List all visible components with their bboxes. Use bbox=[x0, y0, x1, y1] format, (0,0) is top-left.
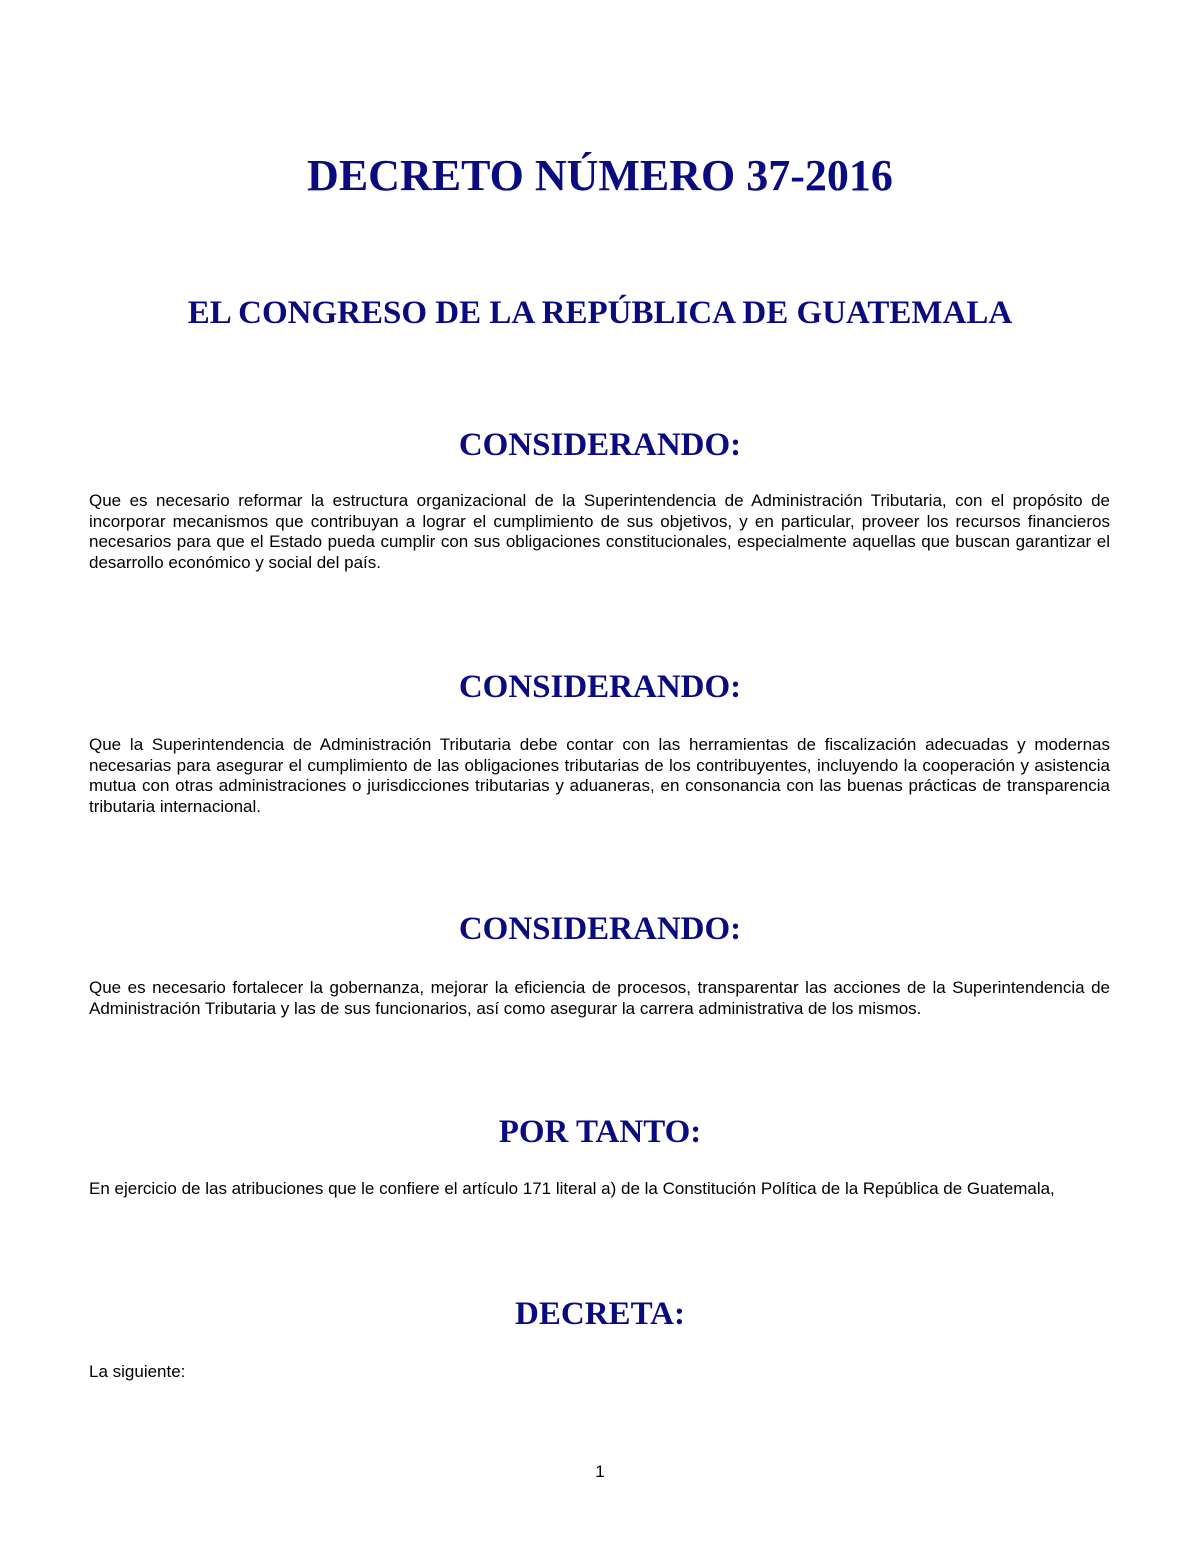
decreta-heading: DECRETA: bbox=[515, 1296, 685, 1332]
decree-title: DECRETO NÚMERO 37-2016 bbox=[307, 151, 893, 200]
por-tanto-paragraph: En ejercicio de las atribuciones que le confiere el artículo 171 literal a) de la Constitución Política de la República de Guatemala, bbox=[89, 1179, 1055, 1198]
issuing-body-heading: EL CONGRESO DE LA REPÚBLICA DE GUATEMALA bbox=[187, 295, 1013, 331]
considerando-paragraph-2: Que la Superintendencia de Administración Tributaria debe contar con las herramientas de fiscalización adecuadas y modernas necesarias para asegurar el cumplimiento de las obligaciones tributarias de los contribuyentes, incluyendo la cooperación y asistencia mutua con otras administraciones o jurisdicciones tributarias y aduaneras, en consonancia con las buenas prácticas de transparencia tributaria internacional. bbox=[89, 735, 1110, 816]
decreta-paragraph: La siguiente: bbox=[89, 1362, 186, 1381]
por-tanto-heading: POR TANTO: bbox=[498, 1114, 702, 1150]
considerando-paragraph-1: Que es necesario reformar la estructura organizacional de la Superintendencia de Administración Tributaria, con el propósito de incorporar mecanismos que contribuyan a lograr el cumplimiento de sus objetivos, y en particular, proveer los recursos financieros necesarios para que el Estado pueda cumplir con sus obligaciones constitucionales, especialmente aquellas que buscan garantizar el desarrollo económico y social del país. bbox=[89, 491, 1110, 572]
considerando-heading-2: CONSIDERANDO: bbox=[458, 669, 742, 705]
considerando-paragraph-3: Que es necesario fortalecer la gobernanza, mejorar la eficiencia de procesos, transparentar las acciones de la Superintendencia de Administración Tributaria y las de sus funcionarios, así como asegurar la carrera administrativa de los mismos. bbox=[89, 978, 1110, 1018]
page-number: 1 bbox=[595, 1462, 605, 1481]
considerando-heading-3: CONSIDERANDO: bbox=[458, 911, 742, 947]
considerando-heading-1: CONSIDERANDO: bbox=[458, 427, 742, 463]
